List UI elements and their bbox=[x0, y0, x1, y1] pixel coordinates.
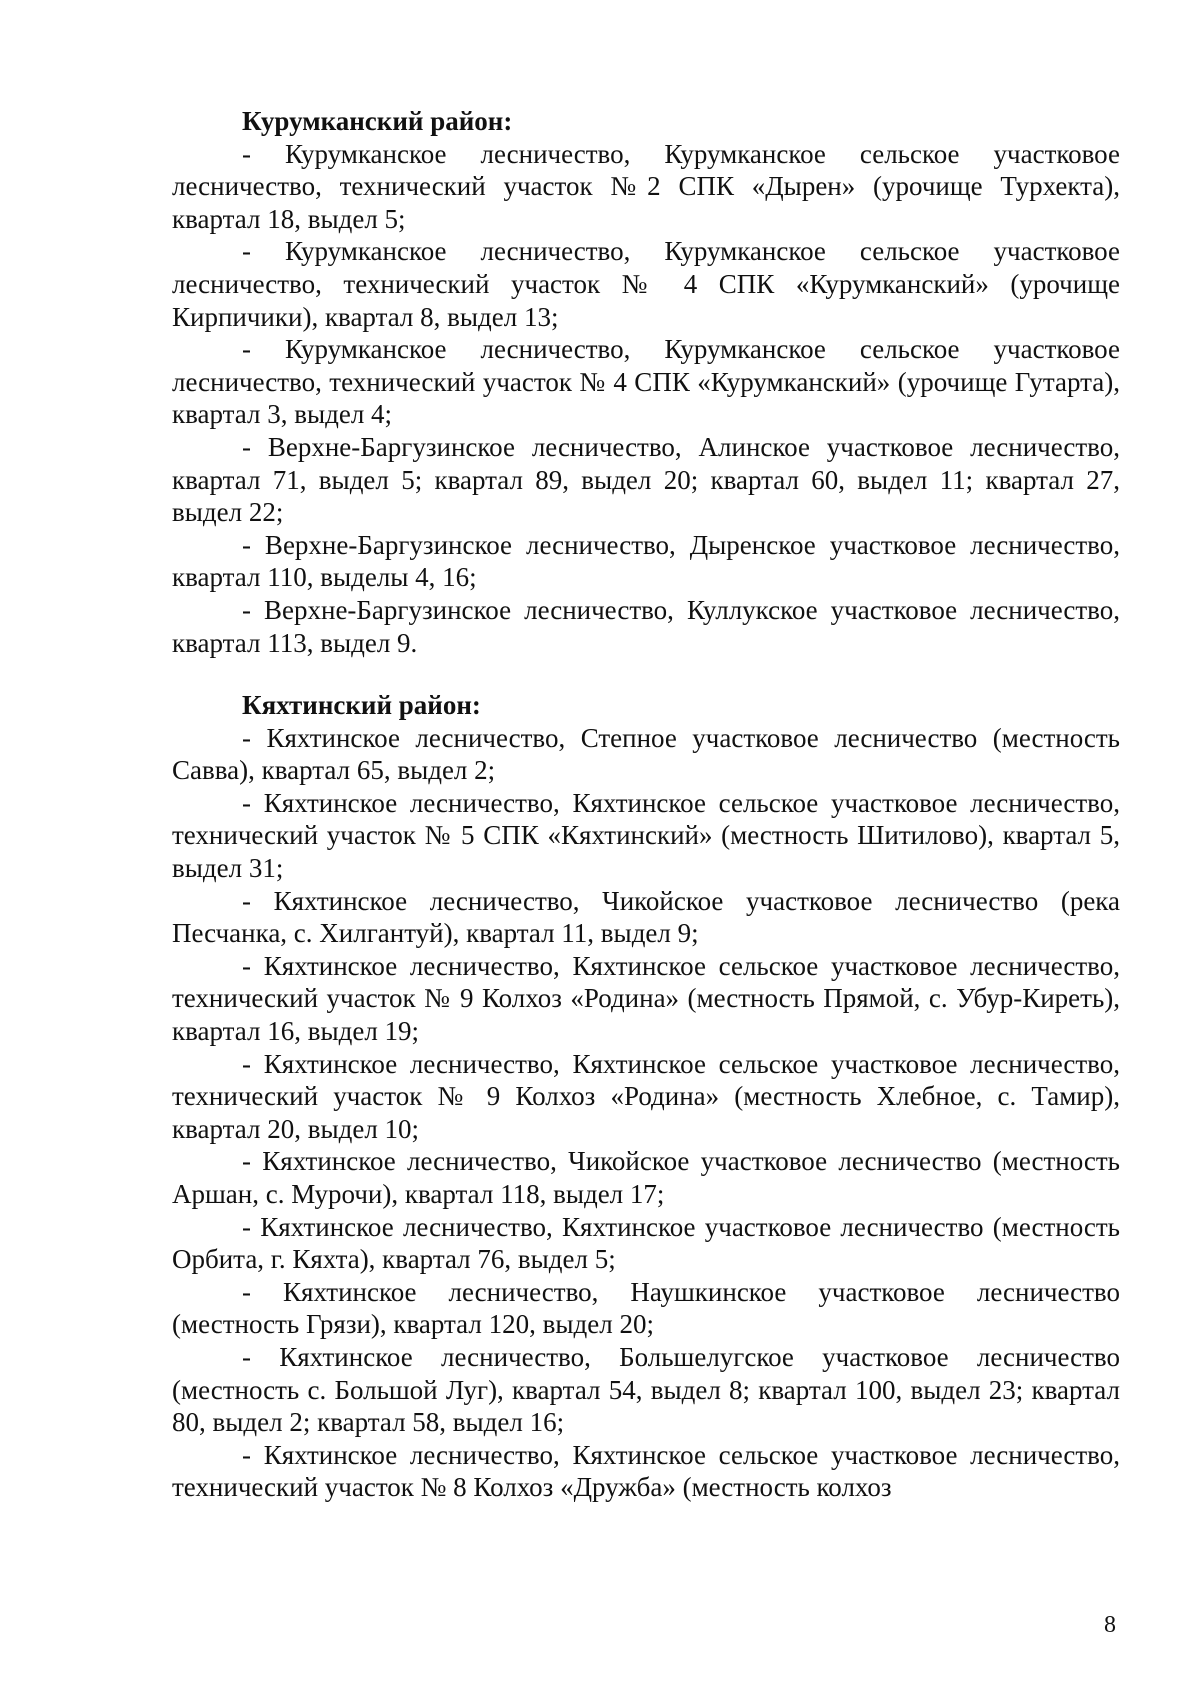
list-item: - Курумканское лесничество, Курумканское сельское участковое лесничество, технический участок №2 СПК «Дырен» (урочище Турхекта), квартал 18, выдел 5; bbox=[172, 138, 1120, 234]
section-kyakhta bbox=[172, 689, 1120, 1504]
list-item: - Кяхтинское лесничество, Наушкинское участковое лесничество (местность Грязи), квартал 120, выдел 20; bbox=[172, 1276, 1120, 1340]
section-heading: Кяхтинский район: bbox=[242, 690, 481, 721]
list-item: - Кяхтинское лесничество, Кяхтинское сельское участковое лесничество, технический участок № 9 Колхоз «Родина» (местность Хлебное, с. Тамир), квартал 20, выдел 10; bbox=[172, 1048, 1120, 1144]
list-item: - Кяхтинское лесничество, Чикойское участковое лесничество (река Песчанка, с. Хилгантуй), квартал 11, выдел 9; bbox=[172, 885, 1120, 949]
list-item: - Верхне-Баргузинское лесничество, Куллукское участковое лесничество, квартал 113, выдел 9. bbox=[172, 594, 1120, 658]
section-heading: Курумканский район: bbox=[242, 106, 513, 136]
list-item: - Верхне-Баргузинское лесничество, Дыренское участковое лесничество, квартал 110, выделы 4, 16; bbox=[172, 529, 1120, 593]
list-item: - Кяхтинское лесничество, Кяхтинское сельское участковое лесничество, технический участок № 8 Колхоз «Дружба» (местность колхоз bbox=[172, 1439, 1120, 1503]
list-item: - Кяхтинское лесничество, Кяхтинское участковое лесничество (местность Орбита, г. Кяхта), квартал 76, выдел 5; bbox=[172, 1211, 1120, 1275]
list-item: - Кяхтинское лесничество, Степное участковое лесничество (местность Савва), квартал 65, выдел 2; bbox=[172, 722, 1120, 786]
list-item: - Кяхтинское лесничество, Кяхтинское сельское участковое лесничество, технический участок № 5 СПК «Кяхтинский» (местность Шитилово), квартал 5, выдел 31; bbox=[172, 787, 1120, 884]
list-item: - Верхне-Баргузинское лесничество, Алинское участковое лесничество, квартал 71, выдел 5; квартал 89, выдел 20; квартал 60, выдел 11; квартал 27, выдел 22; bbox=[172, 431, 1120, 528]
document-body bbox=[172, 105, 1120, 1504]
page-number: 8 bbox=[1104, 1612, 1116, 1638]
list-item: - Кяхтинское лесничество, Большелугское участковое лесничество (местность с. Большой Луг), квартал 54, выдел 8; квартал 100, выдел 23; квартал 80, выдел 2; квартал 58, выдел 16; bbox=[172, 1341, 1120, 1438]
list-item: - Курумканское лесничество, Курумканское сельское участковое лесничество, технический участок № 4 СПК «Курумканский» (урочище Кирпичики), квартал 8, выдел 13; bbox=[172, 236, 1120, 332]
list-item: - Кяхтинское лесничество, Кяхтинское сельское участковое лесничество, технический участок № 9 Колхоз «Родина» (местность Прямой, с. Убур-Киреть), квартал 16, выдел 19; bbox=[172, 950, 1120, 1047]
section-kurumkan bbox=[172, 105, 1120, 659]
list-item: - Кяхтинское лесничество, Чикойское участковое лесничество (местность Аршан, с. Мурочи), квартал 118, выдел 17; bbox=[172, 1146, 1120, 1209]
list-item: - Курумканское лесничество, Курумканское сельское участковое лесничество, технический участок № 4 СПК «Курумканский» (урочище Гутарта), квартал 3, выдел 4; bbox=[172, 334, 1120, 430]
